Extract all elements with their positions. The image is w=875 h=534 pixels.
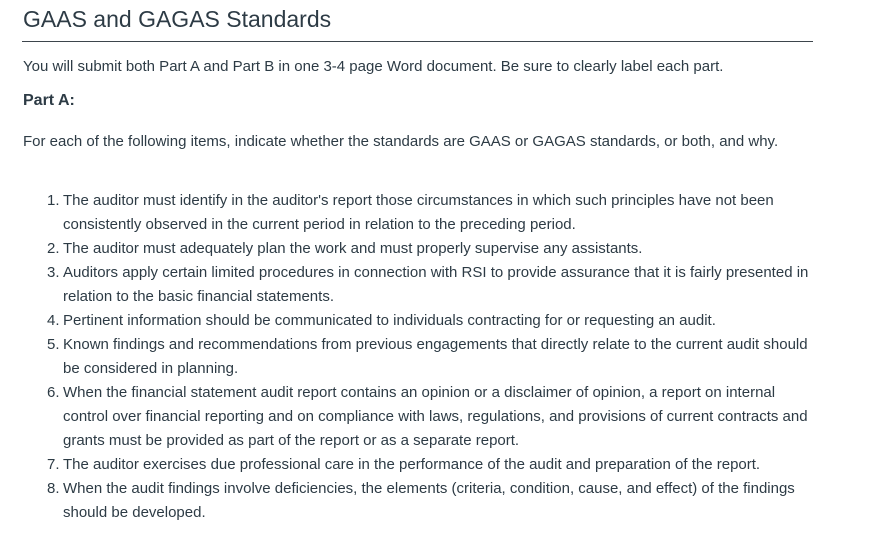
title-divider xyxy=(22,41,813,42)
item-text: Pertinent information should be communicated to individuals contracting for or requesting an audit. xyxy=(63,312,716,329)
list-item xyxy=(23,333,823,381)
item-text: The auditor must adequately plan the work and must properly supervise any assistants. xyxy=(63,240,643,257)
part-a-heading: Part A: xyxy=(23,92,75,109)
item-number: 2. xyxy=(47,240,60,257)
list-item xyxy=(23,381,823,453)
instruction-paragraph: For each of the following items, indicate whether the standards are GAAS or GAGAS standards, or both, and why. xyxy=(23,133,779,150)
item-number: 8. xyxy=(47,480,60,497)
standards-list xyxy=(23,189,823,525)
item-number: 4. xyxy=(47,312,60,329)
page-title: GAAS and GAGAS Standards xyxy=(23,6,332,32)
item-text: When the financial statement audit report contains an opinion or a disclaimer of opinion, a report on internal control over financial reporting and on compliance with laws, regulations, and provisions of current contracts and grants must be provided as part of the report or as a separate report. xyxy=(63,384,808,449)
list-item xyxy=(23,261,823,309)
item-number: 7. xyxy=(47,456,60,473)
item-text: When the audit findings involve deficiencies, the elements (criteria, condition, cause, and effect) of the findings should be developed. xyxy=(63,480,795,521)
list-item xyxy=(23,477,823,525)
item-text: The auditor exercises due professional care in the performance of the audit and preparation of the report. xyxy=(63,456,761,473)
list-item xyxy=(23,189,823,237)
item-text: Known findings and recommendations from previous engagements that directly relate to the current audit should be considered in planning. xyxy=(63,336,808,377)
item-number: 5. xyxy=(47,336,60,353)
intro-paragraph: You will submit both Part A and Part B in one 3-4 page Word document. Be sure to clearly label each part. xyxy=(23,58,724,75)
list-item xyxy=(23,453,823,477)
item-number: 6. xyxy=(47,384,60,401)
item-number: 3. xyxy=(47,264,60,281)
list-item xyxy=(23,237,823,261)
list-item xyxy=(23,309,823,333)
item-number: 1. xyxy=(47,192,60,209)
item-text: The auditor must identify in the auditor's report those circumstances in which such principles have not been consistently observed in the current period in relation to the preceding period. xyxy=(63,192,774,233)
item-text: Auditors apply certain limited procedures in connection with RSI to provide assurance that it is fairly presented in relation to the basic financial statements. xyxy=(63,264,809,305)
